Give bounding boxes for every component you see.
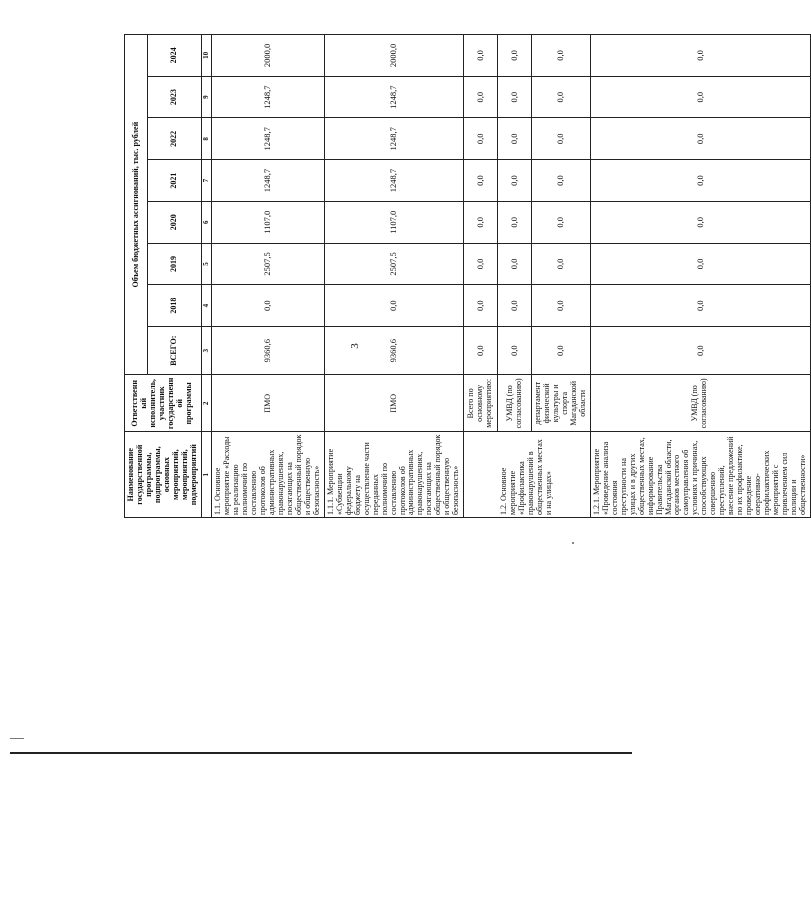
header-year: 2022 bbox=[148, 118, 201, 160]
value-cell: 0,0 bbox=[464, 76, 498, 118]
value-cell: 0,0 bbox=[498, 160, 532, 202]
row-name: 1.1.1. Мероприятие «Субвенции федеральному бюджету на осуществление части переданных полномочий по составлению протоколов об административных правонарушениях, посягающих на общественный порядок и общественную безопасность» bbox=[324, 432, 463, 518]
value-cell: 0,0 bbox=[532, 201, 591, 243]
value-cell: 0,0 bbox=[590, 243, 810, 285]
value-cell: 0,0 bbox=[464, 118, 498, 160]
column-index: 10 bbox=[201, 35, 212, 77]
column-index: 4 bbox=[201, 285, 212, 327]
value-cell: 0,0 bbox=[498, 243, 532, 285]
value-cell: 0,0 bbox=[590, 285, 810, 327]
row-name: 1.2. Основное мероприятие «Профилактика правонарушений в общественных местах и на улицах» bbox=[464, 432, 591, 518]
row-executor: ПМО bbox=[212, 375, 324, 432]
value-cell: 1248,7 bbox=[212, 118, 324, 160]
value-cell: 2507,5 bbox=[212, 243, 324, 285]
value-cell: 2000,0 bbox=[212, 35, 324, 77]
header-total: ВСЕГО: bbox=[148, 327, 201, 375]
row-executor: УМВД (по согласованию) bbox=[590, 375, 810, 432]
value-cell: 0,0 bbox=[498, 201, 532, 243]
budget-table bbox=[124, 34, 811, 518]
value-cell: 0,0 bbox=[590, 160, 810, 202]
header-executor: Ответственный исполнитель, участник государственной программы bbox=[125, 375, 202, 432]
value-cell: 0,0 bbox=[532, 285, 591, 327]
value-cell: 0,0 bbox=[532, 118, 591, 160]
value-cell: 0,0 bbox=[498, 327, 532, 375]
value-cell: 1248,7 bbox=[212, 76, 324, 118]
column-index: 9 bbox=[201, 76, 212, 118]
value-cell: 1107,0 bbox=[212, 201, 324, 243]
column-index: 1 bbox=[201, 432, 212, 518]
column-index: 5 bbox=[201, 243, 212, 285]
value-cell: 0,0 bbox=[590, 118, 810, 160]
value-cell: 0,0 bbox=[464, 35, 498, 77]
row-executor: Всего по основному мероприятию: bbox=[464, 375, 498, 432]
row-name: 1.1. Основное мероприятие «Расходы на реализацию полномочий по составлению протоколов об административных правонарушениях, посягающих на общественный порядок и общественную безопасность» bbox=[212, 432, 324, 518]
value-cell: 0,0 bbox=[498, 285, 532, 327]
value-cell: 0,0 bbox=[464, 285, 498, 327]
value-cell: 0,0 bbox=[464, 243, 498, 285]
value-cell: 1248,7 bbox=[324, 76, 463, 118]
rotated-table-area bbox=[124, 34, 807, 518]
value-cell: 0,0 bbox=[212, 285, 324, 327]
header-year: 2024 bbox=[148, 35, 201, 77]
value-cell: 9360,6 bbox=[212, 327, 324, 375]
value-cell: 0,0 bbox=[532, 160, 591, 202]
header-year: 2021 bbox=[148, 160, 201, 202]
value-cell: 1248,7 bbox=[212, 160, 324, 202]
horizontal-rule bbox=[10, 752, 632, 754]
header-budget-group: Объем бюджетных ассигнований, тыс. рублей bbox=[125, 35, 148, 375]
value-cell: 0,0 bbox=[498, 76, 532, 118]
value-cell: 0,0 bbox=[464, 160, 498, 202]
rotated-table-frame bbox=[124, 34, 807, 518]
value-cell: 0,0 bbox=[532, 35, 591, 77]
value-cell: 1107,0 bbox=[324, 201, 463, 243]
column-index: 8 bbox=[201, 118, 212, 160]
row-executor: ПМО bbox=[324, 375, 463, 432]
value-cell: 0,0 bbox=[590, 35, 810, 77]
header-year: 2019 bbox=[148, 243, 201, 285]
value-cell: 1248,7 bbox=[324, 160, 463, 202]
value-cell: 0,0 bbox=[590, 327, 810, 375]
value-cell: 0,0 bbox=[590, 76, 810, 118]
header-year: 2020 bbox=[148, 201, 201, 243]
page-number: 3 bbox=[348, 343, 361, 349]
value-cell: 2000,0 bbox=[324, 35, 463, 77]
value-cell: 1248,7 bbox=[324, 118, 463, 160]
column-index: 6 bbox=[201, 201, 212, 243]
column-index: 3 bbox=[201, 327, 212, 375]
value-cell: 0,0 bbox=[498, 35, 532, 77]
column-index: 2 bbox=[201, 375, 212, 432]
value-cell: 0,0 bbox=[532, 243, 591, 285]
header-name: Наименование государственной программы, подпрограммы, основных мероприятий, мероприятий, подмероприятий bbox=[125, 432, 202, 518]
row-name: 1.2.1. Мероприятие «Проведение анализа состояния преступности на улицах и в других общественных местах, информирование Правительства Магаданской области, органов местного самоуправления об условиях и причинах, способствующих совершению преступлений, внесение предложений по их профилактике, проведение оперативно-профилактических мероприятий с привлечением сил полиции и общественности» bbox=[590, 432, 810, 518]
value-cell: 0,0 bbox=[498, 118, 532, 160]
row-executor: департамент физической культуры и спорта Магаданской области bbox=[532, 375, 591, 432]
column-index: 7 bbox=[201, 160, 212, 202]
header-year: 2018 bbox=[148, 285, 201, 327]
value-cell: 9360,6 bbox=[324, 327, 463, 375]
row-executor: УМВД (по согласованию) bbox=[498, 375, 532, 432]
header-year: 2023 bbox=[148, 76, 201, 118]
value-cell: 0,0 bbox=[590, 201, 810, 243]
value-cell: 0,0 bbox=[532, 327, 591, 375]
margin-tick bbox=[10, 738, 24, 739]
value-cell: 0,0 bbox=[324, 285, 463, 327]
value-cell: 0,0 bbox=[532, 76, 591, 118]
scan-speck bbox=[572, 542, 574, 544]
value-cell: 0,0 bbox=[464, 327, 498, 375]
value-cell: 2507,5 bbox=[324, 243, 463, 285]
value-cell: 0,0 bbox=[464, 201, 498, 243]
